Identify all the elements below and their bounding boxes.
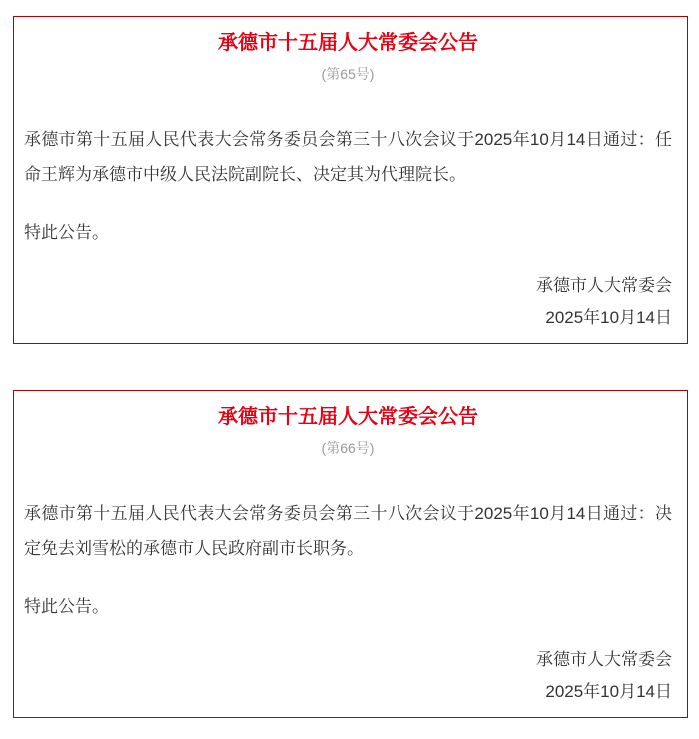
- notice-card-65: [13, 16, 688, 344]
- notice-card-66: [13, 390, 688, 718]
- notice-signature-block: [24, 270, 672, 334]
- notice-number: (第66号): [321, 440, 375, 456]
- notice-number: (第65号): [321, 66, 375, 82]
- notice-closing: 特此公告。: [24, 223, 109, 242]
- notice-signer: 承德市人大常委会: [536, 276, 672, 295]
- notice-title: 承德市十五届人大常委会公告: [218, 406, 478, 428]
- notice-body-text: 承德市第十五届人民代表大会常务委员会第三十八次会议于2025年10月14日通过：任命王辉为承德市中级人民法院副院长、决定其为代理院长。: [24, 130, 672, 184]
- notice-signature-block: [24, 644, 672, 708]
- notice-closing: 特此公告。: [24, 597, 109, 616]
- notice-title: 承德市十五届人大常委会公告: [218, 32, 478, 54]
- notice-date: 2025年10月14日: [545, 308, 672, 327]
- notice-body-text: 承德市第十五届人民代表大会常务委员会第三十八次会议于2025年10月14日通过：决定免去刘雪松的承德市人民政府副市长职务。: [24, 504, 672, 558]
- notice-date: 2025年10月14日: [545, 682, 672, 701]
- notice-signer: 承德市人大常委会: [536, 650, 672, 669]
